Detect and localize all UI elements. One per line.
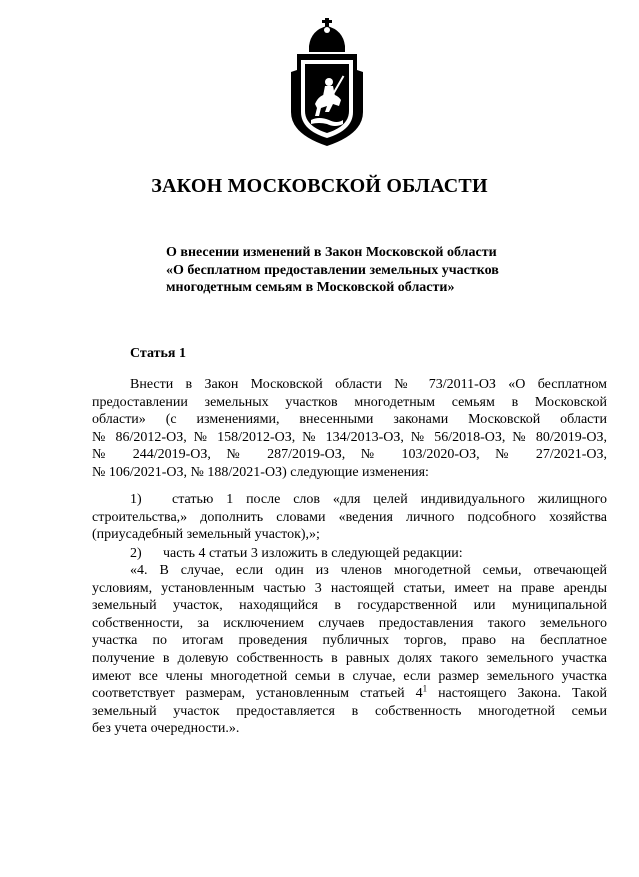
paragraph-line: № 86/2012-ОЗ, № 158/2012-ОЗ, № 134/2013-ОЗ, № 56/2018-ОЗ, № 80/2019-ОЗ,: [92, 429, 607, 445]
subtitle-line: многодетным семьям в Московской области»: [166, 280, 455, 295]
subtitle-line: «О бесплатном предоставлении земельных участков: [166, 262, 499, 278]
article-heading: Статья 1: [130, 346, 186, 361]
paragraph-line: часть 4 статьи 3 изложить в следующей редакции:: [163, 546, 463, 561]
paragraph-line: условиям, установленным частью 3 настоящей статьи, имеет на праве аренды: [92, 580, 607, 596]
list-item-1: [92, 491, 607, 544]
list-item-first-line: [92, 491, 607, 509]
paragraph-line: (приусадебный земельный участок),»;: [92, 527, 320, 543]
coat-of-arms-emblem: [279, 16, 375, 150]
list-item-number: 1): [130, 492, 142, 507]
quoted-paragraph: [92, 562, 607, 738]
paragraph-line: статью 1 после слов «для целей индивидуального жилищного: [172, 492, 607, 507]
intro-paragraph: [92, 376, 607, 482]
paragraph-line: земельный участок предоставляется в собственность многодетной семьи: [92, 703, 607, 719]
paragraph-text: настоящего Закона. Такой: [427, 686, 607, 702]
list-item-first-line: [92, 545, 607, 563]
paragraph-line: получение в долевую собственность в равных долях такого земельного участка: [92, 650, 607, 666]
paragraph-line: [92, 685, 607, 703]
document-subtitle: [166, 244, 499, 297]
paragraph-line: № 244/2019-ОЗ, № 287/2019-ОЗ, № 103/2020-ОЗ, № 27/2021-ОЗ,: [92, 447, 607, 463]
paragraph-line: № 106/2021-ОЗ, № 188/2021-ОЗ) следующие изменения:: [92, 464, 429, 480]
paragraph-line: участка по итогам проведения публичных торгов, право на бесплатное: [92, 633, 607, 649]
paragraph-line: без учета очередности.».: [92, 721, 240, 737]
paragraph-line: земельный участок, находящийся в государственной или муниципальной: [92, 598, 607, 614]
paragraph-line: собственности, за исключением случаев предоставления такого земельного: [92, 615, 607, 631]
paragraph-line: Внести в Закон Московской области № 73/2011-ОЗ «О бесплатном: [130, 377, 607, 392]
paragraph-line: предоставлении земельных участков многодетным семьям в Московской: [92, 394, 607, 410]
paragraph-line: «4. В случае, если один из членов многодетной семьи, отвечающей: [130, 563, 607, 578]
paragraph-text: соответствует размерам, установленным статьей 4: [92, 686, 423, 702]
paragraph-line: области» (с изменениями, внесенными законами Московской области: [92, 412, 607, 428]
superscript: 1: [422, 685, 428, 694]
list-item-2: [92, 545, 607, 563]
paragraph-line: имеют все члены многодетной семьи в случае, если размер земельного участка: [92, 668, 607, 684]
list-item-number: 2): [130, 546, 142, 561]
subtitle-line: О внесении изменений в Закон Московской области: [166, 245, 497, 260]
document-title: ЗАКОН МОСКОВСКОЙ ОБЛАСТИ: [151, 175, 488, 197]
paragraph-line: строительства,» дополнить словами «ведения личного подсобного хозяйства: [92, 509, 607, 525]
